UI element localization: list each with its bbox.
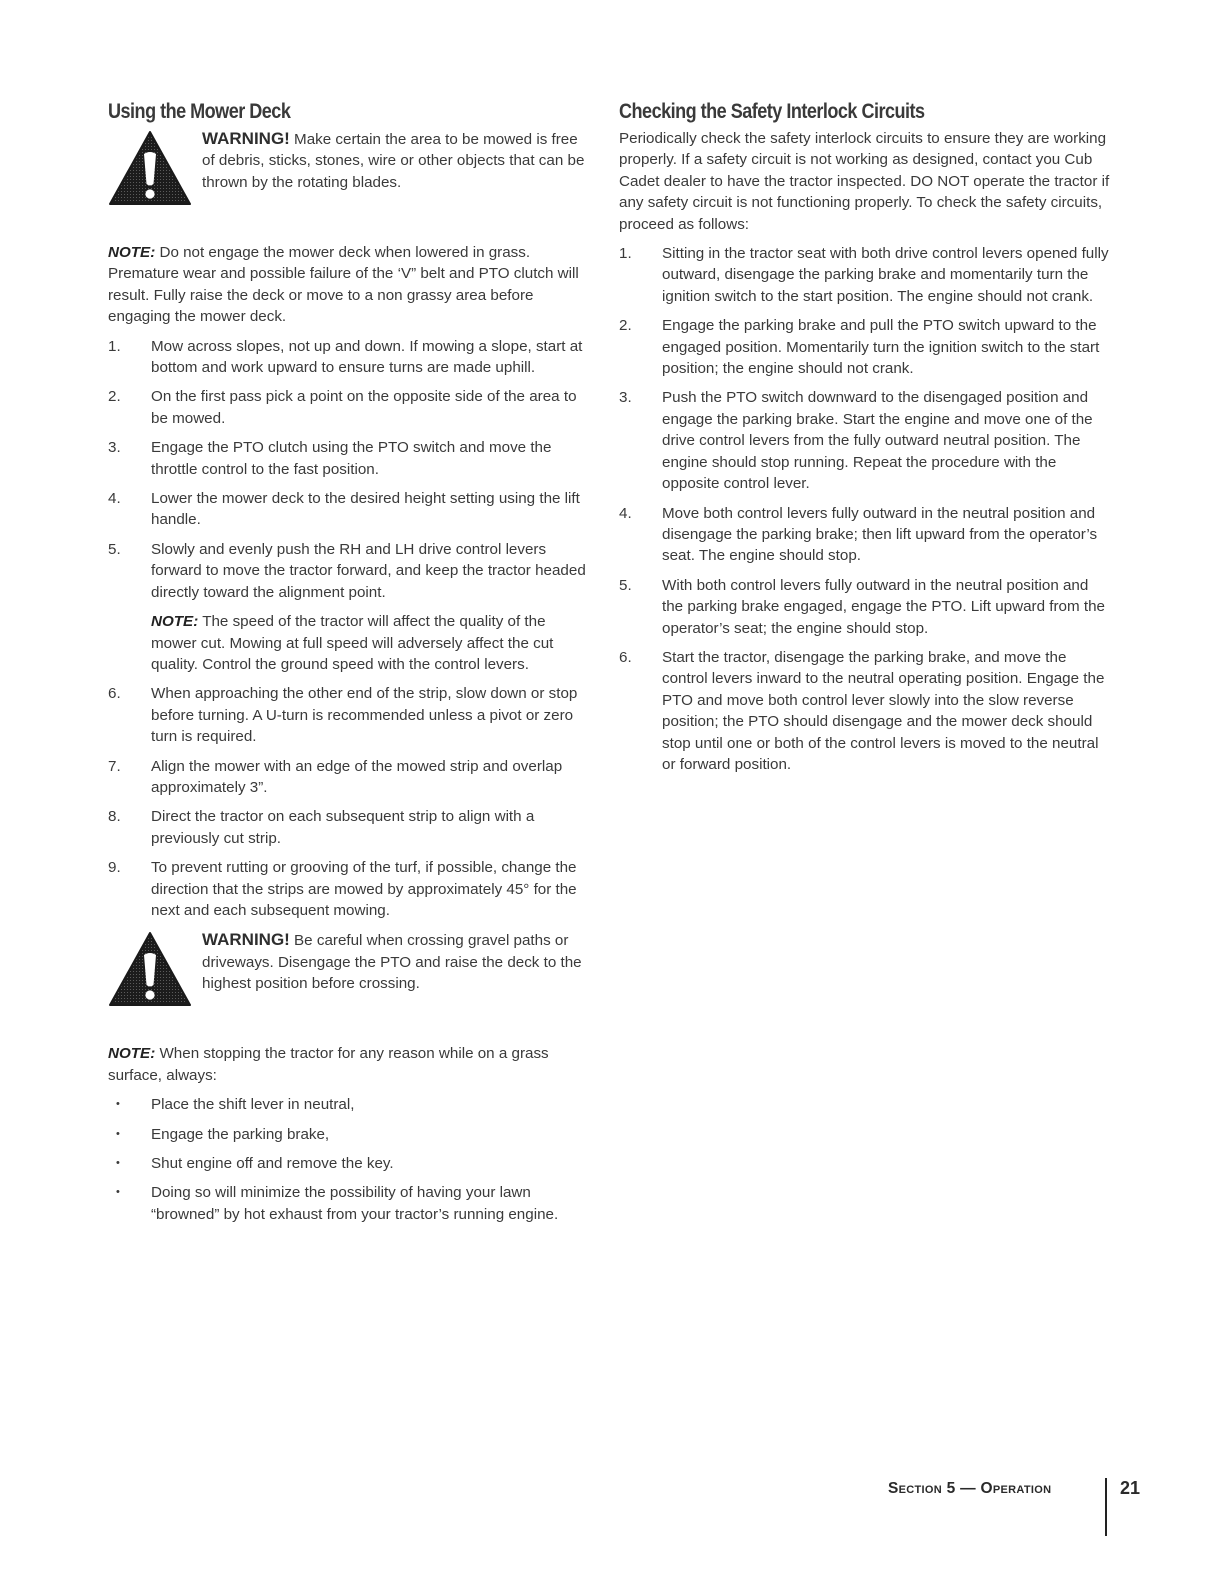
warning-block-debris (108, 128, 594, 214)
note-stopping (108, 1043, 594, 1086)
stopping-bullets-list (108, 1094, 594, 1225)
list-item (619, 503, 1111, 567)
list-item (619, 387, 1111, 494)
step-number: 6. (108, 685, 121, 703)
step-number: 9. (108, 859, 121, 877)
bullet-text: Engage the parking brake, (151, 1125, 330, 1143)
bullet-marker: • (116, 1127, 120, 1140)
list-item (108, 488, 594, 531)
list-item (108, 539, 594, 675)
list-item (619, 575, 1111, 639)
interlock-steps-list (619, 243, 1111, 775)
bullet-text: Place the shift lever in neutral, (151, 1096, 355, 1114)
note-body: The speed of the tractor will affect the quality of the mower cut. Mowing at full speed will adversely affect the cut quality. Control the ground speed with the control levers. (151, 613, 554, 673)
interlock-intro: Periodically check the safety interlock circuits to ensure they are working properly. If a safety circuit is not working as designed, contact you Cub Cadet dealer to have the tractor inspected. DO NOT operate the tractor if any safety circuit is not functioning properly. To check the safety circuits, proceed as follows: (619, 130, 1110, 233)
list-item (108, 437, 594, 480)
step-number: 8. (108, 808, 121, 826)
note-speed (151, 611, 594, 675)
step-number: 6. (619, 648, 632, 666)
step-text: Lower the mower deck to the desired height setting using the lift handle. (151, 490, 580, 529)
note-label: NOTE: (108, 244, 156, 261)
list-item (108, 1124, 594, 1145)
footer-divider (1105, 1478, 1107, 1536)
step-text: On the first pass pick a point on the opposite side of the area to be mowed. (151, 388, 577, 427)
list-item (619, 647, 1111, 775)
page-footer (888, 1478, 1148, 1538)
step-text: Sitting in the tractor seat with both drive control levers opened fully outward, disengage the parking brake and momentarily turn the ignition switch to the start position. The engine should not crank. (662, 245, 1109, 305)
list-item (108, 683, 594, 747)
step-text: Engage the parking brake and pull the PTO switch upward to the engaged position. Momentarily turn the ignition switch to the start position; the engine should not crank. (662, 317, 1100, 378)
note-body: When stopping the tractor for any reason while on a grass surface, always: (108, 1045, 549, 1084)
step-text: Direct the tractor on each subsequent strip to align with a previously cut strip. (151, 808, 535, 847)
step-number: 2. (619, 317, 632, 335)
page-number: 21 (1120, 1478, 1141, 1498)
step-text: Start the tractor, disengage the parking brake, and move the control levers inward to the neutral operating position. Engage the PTO and move both control lever slowly into the slow reverse position; the PTO should disengage and the mower deck should stop until one or both of the control levers is moved to the neutral or forward position. (662, 648, 1105, 773)
warning-body: Be careful when crossing gravel paths or driveways. Disengage the PTO and raise the deck to the highest position before crossing. (202, 932, 582, 993)
list-item (108, 1094, 594, 1115)
list-item (108, 857, 594, 921)
bullet-marker: • (116, 1186, 120, 1199)
step-text: Align the mower with an edge of the mowed strip and overlap approximately 3”. (151, 757, 563, 796)
warning-text (202, 128, 594, 193)
list-item (619, 315, 1111, 379)
step-text: Mow across slopes, not up and down. If mowing a slope, start at bottom and work upward to ensure turns are made uphill. (151, 337, 583, 377)
note-deck-engage (108, 242, 594, 328)
step-number: 4. (619, 504, 632, 522)
note-label: NOTE: (108, 1045, 156, 1063)
bullet-text: Doing so will minimize the possibility of having your lawn “browned” by hot exhaust from your tractor’s running engine. (151, 1184, 559, 1223)
step-number: 5. (619, 576, 632, 594)
step-text: Slowly and evenly push the RH and LH drive control levers forward to move the tractor forward, and keep the tractor headed directly toward the alignment point. (151, 540, 586, 601)
bullet-marker: • (116, 1098, 120, 1111)
step-number: 7. (108, 757, 121, 775)
warning-triangle-icon (108, 130, 192, 206)
step-number: 1. (108, 337, 121, 355)
list-item (108, 386, 594, 429)
note-body: Do not engage the mower deck when lowered in grass. Premature wear and possible failure of the ‘V” belt and PTO clutch will result. Fully raise the deck or move to a non grassy area before engaging the mower deck. (108, 244, 579, 326)
step-number: 5. (108, 540, 121, 558)
list-item (108, 806, 594, 849)
list-item (108, 756, 594, 799)
step-number: 1. (619, 245, 632, 263)
step-text: To prevent rutting or grooving of the turf, if possible, change the direction that the strips are mowed by approximately 45° for the next and each subsequent mowing. (151, 859, 577, 919)
warning-text (202, 929, 594, 994)
step-number: 4. (108, 490, 121, 508)
step-text: With both control levers fully outward in the neutral position and the parking brake engaged, engage the PTO. Lift upward from the operator’s seat; the engine should stop. (662, 576, 1105, 637)
step-number: 2. (108, 388, 121, 406)
list-item (108, 336, 594, 379)
list-item (619, 243, 1111, 307)
warning-label: WARNING! (202, 129, 290, 148)
step-text: Move both control levers fully outward in the neutral position and disengage the parking brake; then lift upward from the operator’s seat. The engine should stop. (662, 504, 1098, 565)
mowing-steps-list (108, 336, 594, 922)
bullet-marker: • (116, 1157, 120, 1169)
warning-block-gravel (108, 929, 594, 1015)
list-item (108, 1153, 594, 1174)
right-column (619, 100, 1111, 783)
section-heading-mower-deck: Using the Mower Deck (108, 100, 291, 123)
bullet-text: Shut engine off and remove the key. (151, 1155, 394, 1172)
warning-triangle-icon (108, 931, 192, 1007)
footer-section-title: Section 5 — Operation (888, 1480, 1052, 1497)
step-number: 3. (108, 439, 121, 457)
step-text: Engage the PTO clutch using the PTO switch and move the throttle control to the fast position. (151, 439, 552, 478)
section-heading-interlock: Checking the Safety Interlock Circuits (619, 100, 925, 123)
note-label: NOTE: (151, 613, 199, 631)
step-text: Push the PTO switch downward to the disengaged position and engage the parking brake. Start the engine and move one of the drive control levers from the fully outward neutral position. The engine should stop running. Repeat the procedure with the opposite control lever. (662, 389, 1093, 493)
warning-body: Make certain the area to be mowed is free of debris, sticks, stones, wire or other objects that can be thrown by the rotating blades. (202, 131, 585, 191)
step-text: When approaching the other end of the strip, slow down or stop before turning. A U-turn is recommended unless a pivot or zero turn is required. (151, 685, 578, 746)
left-column (108, 100, 594, 1233)
list-item (108, 1182, 594, 1225)
warning-label: WARNING! (202, 930, 290, 950)
step-number: 3. (619, 389, 632, 407)
